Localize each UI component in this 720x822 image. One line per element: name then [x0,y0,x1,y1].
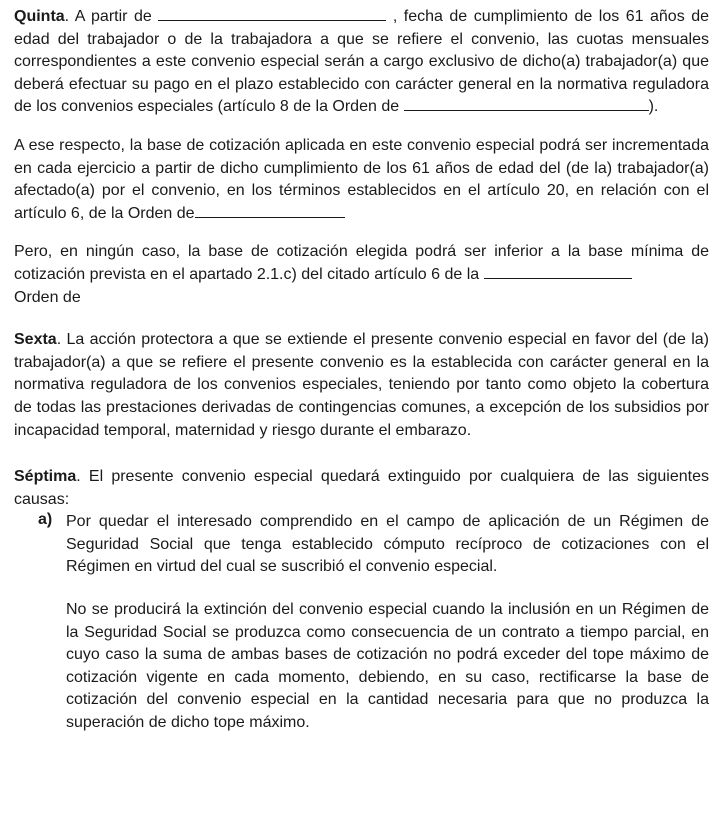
quinta-paragraph-1 [14,6,709,119]
quinta-text-3: Pero, en ningún caso, la base de cotización elegida podrá ser inferior a la base mínima de cotización prevista en el apartado 2.1.c) del citado artículo 6 de la [14,243,709,283]
articulo-blank-field[interactable] [484,265,632,279]
quinta-paragraph-2 [14,135,709,225]
septima-text: . El presente convenio especial quedará extinguido por cualquiera de las siguientes causas: [14,468,709,508]
orden-blank-field-2[interactable] [195,204,345,218]
list-item-a-note: No se producirá la extinción del convenio especial cuando la inclusión en un Régimen de la Seguridad Social se produzca como consecuencia de un contrato a tiempo parcial, en cuyo caso la suma de ambas bases de cotización no podrá exceder del tope máximo de cotización vigente en cada momento, debiendo, en su caso, rectificarse la base de cotización del convenio especial en la cantidad necesaria para que no produzca la superación de dicho tope máximo. [66,601,709,732]
sexta-paragraph [14,329,709,442]
quinta-text-1a: . A partir de [64,8,152,25]
date-blank-field[interactable] [158,7,386,21]
quinta-heading: Quinta [14,8,65,25]
orden-blank-field[interactable] [404,97,649,111]
quinta-paragraph-3 [14,241,709,309]
quinta-text-3b: Orden de [14,288,81,306]
septima-heading: Séptima [14,468,77,486]
list-marker-a: a) [38,511,53,529]
quinta-text-1c: ). [648,98,659,116]
list-item-a-text: Por quedar el interesado comprendido en el campo de aplicación de un Régimen de Seguridad Social que tenga establecido cómputo recíproco de cotizaciones con el Régimen en virtud del cual se suscribió el convenio especial. [66,513,709,576]
sexta-heading: Sexta [14,331,57,349]
quinta-text-2: A ese respecto, la base de cotización aplicada en este convenio especial podrá ser incrementada en cada ejercicio a partir de dicho cumplimiento de los 61 años de edad del (de la) trabajador(a) afectado(a) por el convenio, en los términos establecidos en el artículo 20, en relación con el artículo 6, de la Orden de [14,136,709,222]
quinta-text-1b: , fecha de cumplimiento de los 61 años de edad del trabajador o de la trabajadora a que se refiere el convenio, las cuotas mensuales correspondientes a este convenio especial serán a cargo exclusivo de dicho(a) trabajador(a) que deberá efectuar su pago en el plazo establecido con carácter general en la normativa reguladora de los convenios especiales (artículo 8 de la Orden de [14,8,710,116]
sexta-text: . La acción protectora a que se extiende el presente convenio especial en favor del (de la) trabajador(a) a que se refiere el presente convenio es la establecida con carácter general en la normativa reguladora de los convenios especiales, teniendo por tanto como objeto la cobertura de todas las prestaciones derivadas de contingencias comunes, a excepción de los subsidios por incapacidad temporal, maternidad y riesgo durante el embarazo. [14,331,709,439]
list-item-a [14,511,709,579]
septima-paragraph [14,466,709,511]
